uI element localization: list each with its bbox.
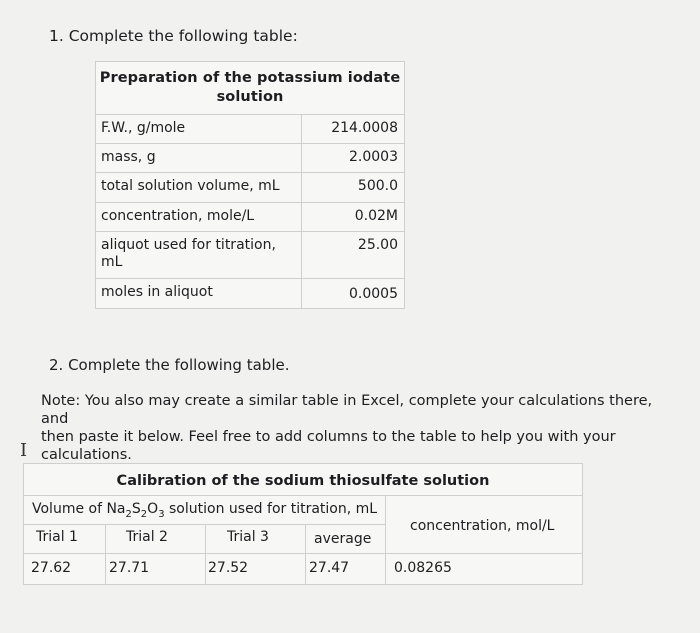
row-label (101, 237, 296, 271)
note-line-1: Note: You also may create a similar table in Excel, complete your calculations there, and (41, 393, 653, 427)
volume-header-text: S (131, 501, 141, 517)
table-row (96, 231, 404, 279)
table-row (96, 143, 404, 173)
volume-header-text: O (147, 501, 159, 517)
row-value[interactable]: 25.00 (357, 237, 398, 253)
concentration-header: concentration, mol/L (410, 518, 555, 534)
trial-3-header: Trial 3 (227, 529, 269, 545)
average-header: average (314, 531, 372, 547)
concentration-value[interactable]: 0.08265 (394, 560, 452, 576)
table-row (96, 172, 404, 203)
table-row (96, 202, 404, 232)
row-value[interactable]: 214.0008 (331, 120, 398, 136)
row-label: concentration, mole/L (101, 208, 255, 224)
volume-header-text: solution used for titration, mL (164, 501, 378, 517)
question-2-title: 2. Complete the following table. (49, 356, 290, 374)
table-row (96, 114, 404, 144)
trial-2-value[interactable]: 27.71 (109, 560, 150, 576)
table-row (96, 278, 404, 309)
subscript: 2 (140, 508, 148, 520)
row-label: F.W., g/mole (101, 120, 186, 136)
row-value[interactable]: 0.0005 (349, 286, 398, 302)
table-caption (96, 69, 404, 107)
subscript: 2 (125, 508, 132, 520)
caption-line-1: Preparation of the potassium iodate (99, 70, 401, 86)
trial-1-header: Trial 1 (36, 529, 78, 545)
row-label-line-1: aliquot used for titration, (101, 237, 276, 253)
table-caption: Calibration of the sodium thiosulfate solution (116, 473, 490, 489)
text-cursor-icon: I (20, 440, 28, 461)
question-2-note (41, 392, 681, 464)
row-label: mass, g (101, 149, 156, 165)
trial-1-value[interactable]: 27.62 (31, 560, 72, 576)
row-value[interactable]: 2.0003 (349, 149, 398, 165)
trial-3-value[interactable]: 27.52 (208, 560, 249, 576)
potassium-iodate-table (95, 61, 405, 309)
row-value[interactable]: 0.02M (354, 208, 398, 224)
caption-line-2: solution (216, 89, 284, 105)
row-label: moles in aliquot (101, 284, 213, 300)
thiosulfate-calibration-table (23, 463, 583, 585)
row-label-line-2: mL (101, 254, 123, 270)
note-line-3: calculations. (41, 447, 132, 463)
subscript: 3 (158, 508, 165, 520)
row-label: total solution volume, mL (101, 178, 280, 194)
note-line-2: then paste it below. Feel free to add columns to the table to help you with your (41, 429, 616, 445)
question-1-title: 1. Complete the following table: (49, 27, 298, 45)
trial-2-header: Trial 2 (126, 529, 168, 545)
average-value[interactable]: 27.47 (309, 560, 350, 576)
row-value[interactable]: 500.0 (357, 178, 398, 194)
volume-header (32, 501, 377, 523)
volume-header-text: Volume of Na (32, 501, 126, 517)
